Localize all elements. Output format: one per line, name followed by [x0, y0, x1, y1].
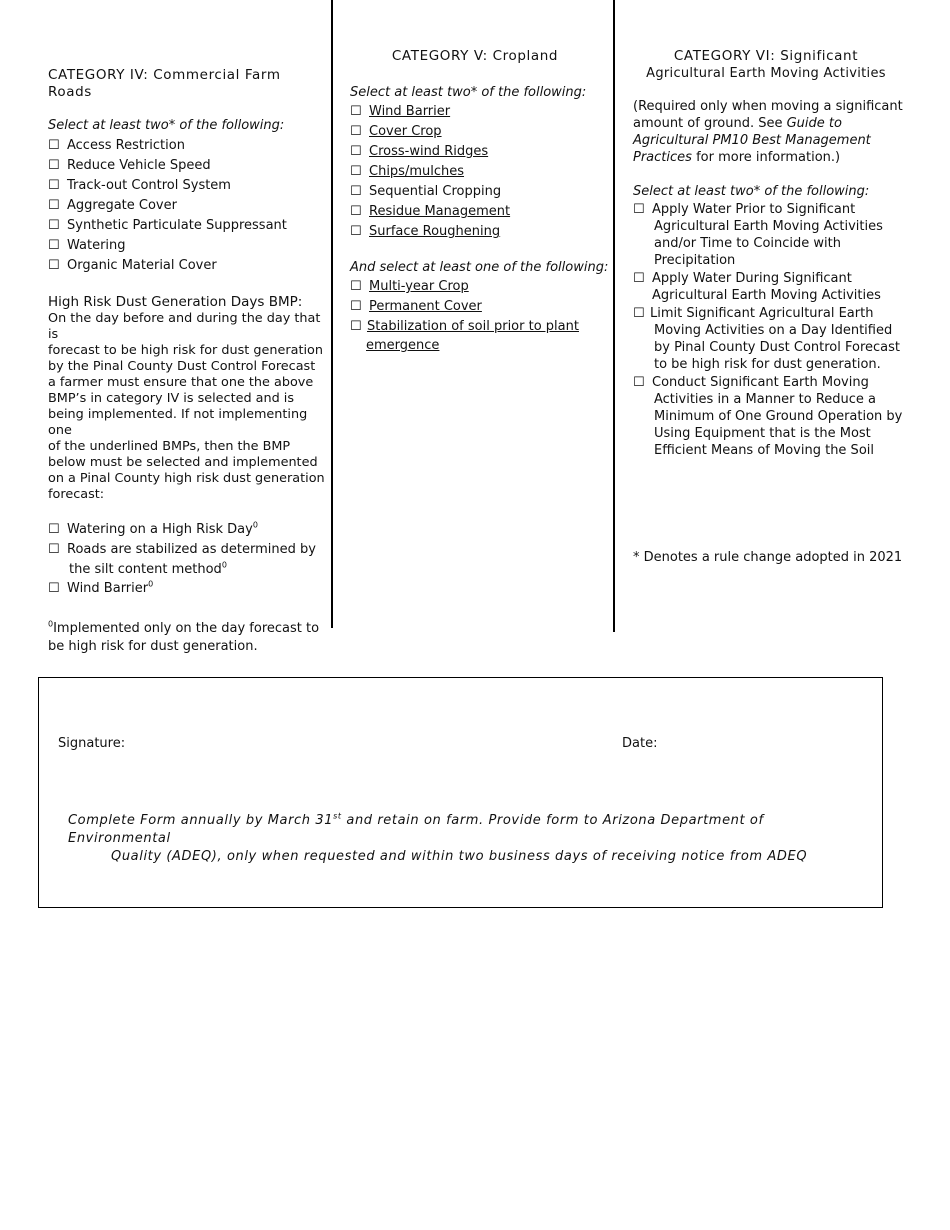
- option-label: Sequential Cropping: [369, 184, 502, 199]
- option-track-out-control[interactable]: [48, 177, 328, 197]
- option-label: Watering: [67, 238, 126, 253]
- category-iv-options: [48, 137, 328, 277]
- risk-line: below must be selected and implemented: [48, 455, 318, 470]
- option-label: Organic Material Cover: [67, 258, 217, 273]
- option-label: Access Restriction: [67, 138, 185, 153]
- checkbox-icon[interactable]: ☐: [48, 542, 60, 557]
- option-text: to be high risk for dust generation.: [654, 357, 881, 372]
- option-label: Cross-wind Ridges: [369, 144, 489, 159]
- option-multi-year-crop[interactable]: [350, 278, 610, 298]
- checkbox-icon[interactable]: ☐: [48, 238, 60, 253]
- risk-paragraph: [48, 311, 328, 503]
- date-field[interactable]: [659, 730, 859, 756]
- option-text: Watering on a High Risk Day: [67, 522, 253, 537]
- option-text-line2: [67, 561, 316, 580]
- risk-line: being implemented. If not implementing one: [48, 407, 308, 438]
- option-cross-wind-ridges[interactable]: [350, 143, 610, 163]
- title-line: CATEGORY VI: Significant: [673, 48, 859, 64]
- option-label: [650, 305, 900, 373]
- option-text: the silt content method: [69, 562, 222, 577]
- risk-line: of the underlined BMPs, then the BMP: [48, 439, 291, 454]
- checkbox-icon[interactable]: ☐: [350, 184, 362, 199]
- checkbox-icon[interactable]: ☐: [48, 581, 60, 596]
- option-label: [67, 541, 316, 580]
- option-label: Reduce Vehicle Speed: [67, 158, 211, 173]
- option-apply-water-during[interactable]: [633, 270, 913, 304]
- option-label: [652, 270, 881, 304]
- option-text: Minimum of One Ground Operation by: [654, 409, 903, 424]
- option-text: Precipitation: [654, 253, 736, 268]
- option-text: Conduct Significant Earth Moving: [652, 375, 869, 390]
- checkbox-icon[interactable]: ☐: [633, 375, 645, 390]
- risk-line: forecast to be high risk for dust generation: [48, 343, 323, 358]
- option-label: [67, 521, 258, 538]
- category-vi-requirement: [633, 98, 913, 166]
- category-iv-instruction: Select at least two* of the following:: [48, 118, 285, 133]
- footnote-marker: 0: [252, 520, 258, 530]
- option-cover-crop[interactable]: [350, 123, 610, 143]
- risk-options: [48, 521, 328, 600]
- column-divider-right: [613, 0, 615, 632]
- category-v-title: CATEGORY V: Cropland: [391, 48, 559, 64]
- option-surface-roughening[interactable]: [350, 223, 610, 243]
- footnote-marker: 0: [48, 619, 54, 629]
- column-divider-left: [331, 0, 333, 628]
- checkbox-icon[interactable]: ☐: [633, 202, 645, 217]
- checkbox-icon[interactable]: ☐: [633, 306, 645, 321]
- option-synthetic-suppressant[interactable]: [48, 217, 328, 237]
- option-aggregate-cover[interactable]: [48, 197, 328, 217]
- risk-line: On the day before and during the day that is: [48, 311, 321, 342]
- footnote-line: be high risk for dust generation.: [48, 639, 258, 654]
- option-sequential-cropping[interactable]: [350, 183, 610, 203]
- guide-title: Practices: [633, 150, 692, 165]
- signature-label: Signature:: [58, 736, 126, 751]
- option-watering-high-risk-day[interactable]: [48, 521, 328, 541]
- option-text: Agricultural Earth Moving Activities: [654, 219, 883, 234]
- category-v-options-2: [350, 278, 610, 354]
- option-label: Chips/mulches: [369, 164, 465, 179]
- checkbox-icon[interactable]: ☐: [350, 164, 362, 179]
- category-v-options: [350, 103, 610, 243]
- risk-line: forecast:: [48, 487, 105, 502]
- footnote-line: [48, 620, 328, 638]
- option-access-restriction[interactable]: [48, 137, 328, 157]
- category-v-column: [350, 48, 610, 354]
- option-label: [652, 374, 902, 459]
- checkbox-icon[interactable]: ☐: [350, 224, 362, 239]
- option-text: Apply Water Prior to Significant: [652, 202, 856, 217]
- option-wind-barrier-risk[interactable]: [48, 580, 328, 600]
- option-label: Surface Roughening: [369, 224, 501, 239]
- option-chips-mulches[interactable]: [350, 163, 610, 183]
- checkbox-icon[interactable]: ☐: [350, 299, 362, 314]
- instruction-text: Complete Form annually by March 31: [68, 813, 334, 828]
- option-text: Wind Barrier: [67, 581, 149, 596]
- option-label: Wind Barrier: [369, 104, 451, 119]
- checkbox-icon[interactable]: ☐: [350, 204, 362, 219]
- option-text: Agricultural Earth Moving Activities: [652, 288, 881, 303]
- option-soil-stabilization[interactable]: [350, 318, 610, 335]
- footnote: [48, 620, 328, 656]
- option-label: Track-out Control System: [67, 178, 231, 193]
- checkbox-icon[interactable]: ☐: [350, 279, 362, 294]
- category-vi-column: [633, 48, 913, 565]
- title-line: Agricultural Earth Moving Activities: [646, 66, 886, 81]
- risk-line: by the Pinal County Dust Control Forecast: [48, 359, 316, 374]
- signature-box: [38, 677, 883, 908]
- checkbox-icon[interactable]: ☐: [48, 178, 60, 193]
- option-label: Residue Management: [369, 204, 511, 219]
- footnote-text: Implemented only on the day forecast to: [53, 621, 320, 636]
- option-text: Activities in a Manner to Reduce a: [654, 392, 877, 407]
- option-text: Moving Activities on a Day Identified: [654, 323, 893, 338]
- guide-title: Guide to: [786, 116, 842, 131]
- footnote-marker: 0: [221, 560, 227, 570]
- option-text: and/or Time to Coincide with: [654, 236, 842, 251]
- option-text: Using Equipment that is the Most: [654, 426, 871, 441]
- checkbox-icon[interactable]: ☐: [48, 258, 60, 273]
- requirement-line: [633, 115, 913, 132]
- category-v-instruction-2: And select at least one of the following:: [350, 260, 609, 275]
- footnote-marker: 0: [148, 579, 154, 589]
- option-text: Roads are stabilized as determined by: [67, 542, 316, 557]
- option-soil-stabilization-line2: emergence: [366, 338, 440, 353]
- option-permanent-cover[interactable]: [350, 298, 610, 318]
- risk-heading: High Risk Dust Generation Days BMP:: [48, 294, 303, 310]
- option-wind-barrier[interactable]: [350, 103, 610, 123]
- signature-field[interactable]: [129, 730, 599, 756]
- requirement-text: amount of ground. See: [633, 116, 787, 131]
- option-roads-stabilized[interactable]: [48, 541, 328, 580]
- guide-title: Agricultural PM10 Best Management: [633, 133, 871, 148]
- ordinal-suffix: st: [333, 811, 342, 821]
- category-vi-instruction: Select at least two* of the following:: [633, 184, 870, 199]
- option-organic-material-cover[interactable]: [48, 257, 328, 277]
- rule-change-note: * Denotes a rule change adopted in 2021: [633, 550, 903, 565]
- checkbox-icon[interactable]: ☐: [48, 138, 60, 153]
- option-watering[interactable]: [48, 237, 328, 257]
- risk-line: a farmer must ensure that one the above: [48, 375, 314, 390]
- instruction-line-2: Quality (ADEQ), only when requested and within two business days of receiving notice from ADEQ: [111, 849, 808, 864]
- option-conduct-activities[interactable]: [633, 374, 913, 459]
- option-text: Limit Significant Agricultural Earth: [650, 306, 874, 321]
- checkbox-icon[interactable]: ☐: [48, 522, 60, 537]
- date-label: Date:: [622, 736, 658, 751]
- submission-instructions: [68, 812, 868, 866]
- option-label: [652, 201, 883, 269]
- checkbox-icon[interactable]: ☐: [48, 218, 60, 233]
- category-v-instruction: Select at least two* of the following:: [350, 85, 587, 100]
- checkbox-icon[interactable]: ☐: [48, 198, 60, 213]
- option-label: Permanent Cover: [369, 299, 482, 314]
- risk-line: BMP’s in category IV is selected and is: [48, 391, 295, 406]
- option-text: Apply Water During Significant: [652, 271, 852, 286]
- option-apply-water-prior[interactable]: [633, 201, 913, 269]
- checkbox-icon[interactable]: ☐: [350, 144, 362, 159]
- checkbox-icon[interactable]: ☐: [350, 104, 362, 119]
- category-iv-title: CATEGORY IV: Commercial Farm Roads: [48, 67, 281, 100]
- option-text: by Pinal County Dust Control Forecast: [654, 340, 901, 355]
- option-residue-management[interactable]: [350, 203, 610, 223]
- option-label: [67, 580, 153, 597]
- option-label: Cover Crop: [369, 124, 442, 139]
- requirement-line: [633, 149, 913, 166]
- checkbox-icon[interactable]: ☐: [48, 158, 60, 173]
- instruction-text: and retain on farm. Provide form to Arizona Department of Environmental: [68, 813, 764, 846]
- option-label: Multi-year Crop: [369, 279, 469, 294]
- category-iv-column: [48, 67, 328, 656]
- category-vi-title: [633, 48, 899, 82]
- checkbox-icon[interactable]: ☐: [350, 319, 362, 334]
- checkbox-icon[interactable]: ☐: [350, 124, 362, 139]
- option-limit-activities[interactable]: [633, 305, 913, 373]
- requirement-line: (Required only when moving a significant: [633, 99, 903, 114]
- category-vi-options: [633, 201, 913, 459]
- requirement-text: for more information.): [691, 150, 841, 165]
- option-reduce-vehicle-speed[interactable]: [48, 157, 328, 177]
- instruction-line-1: [68, 812, 868, 848]
- option-text: Efficient Means of Moving the Soil: [654, 443, 874, 458]
- option-label: Synthetic Particulate Suppressant: [67, 218, 287, 233]
- option-label: Aggregate Cover: [67, 198, 177, 213]
- checkbox-icon[interactable]: ☐: [633, 271, 645, 286]
- risk-line: on a Pinal County high risk dust generation: [48, 471, 325, 486]
- option-label: Stabilization of soil prior to plant: [367, 319, 579, 334]
